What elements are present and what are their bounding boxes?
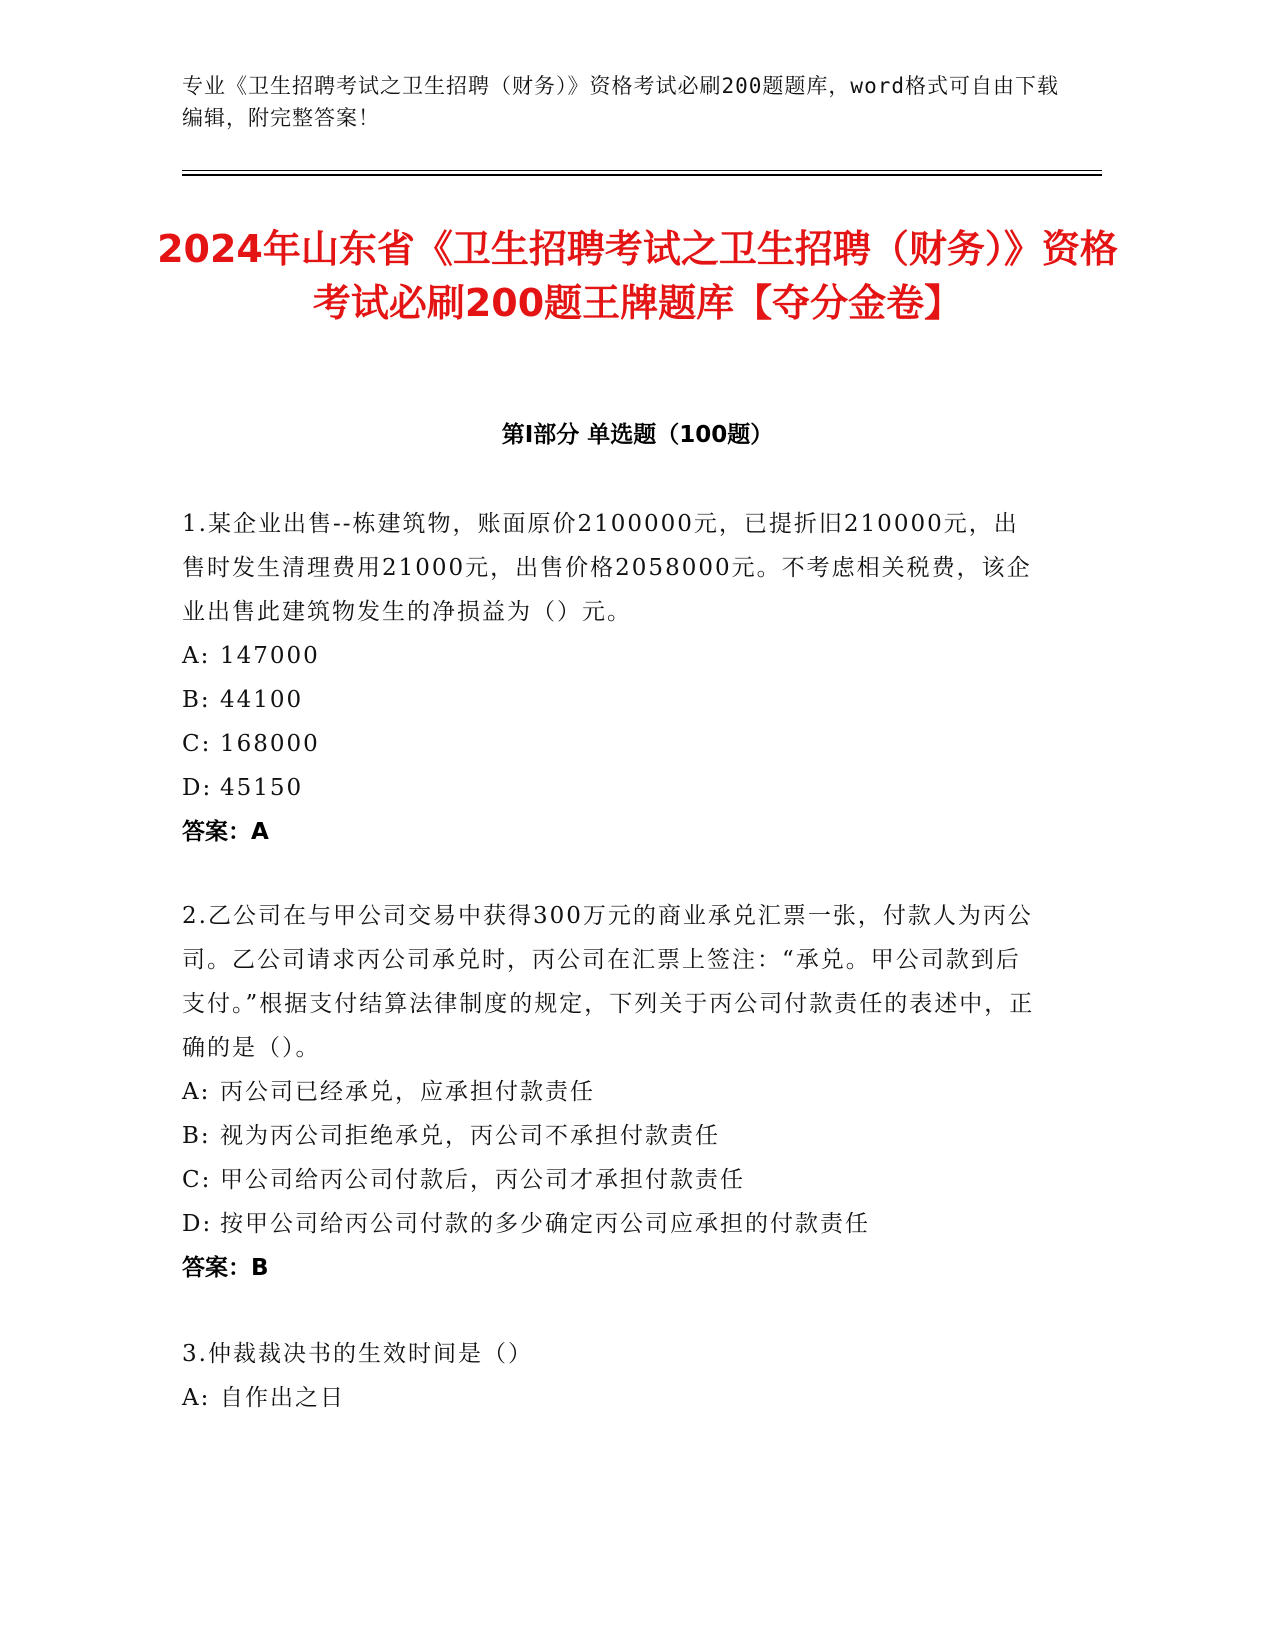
- question-3: [182, 1332, 1042, 1420]
- document-title: 2024年山东省《卫生招聘考试之卫生招聘（财务）》资格考试必刷200题王牌题库【夺分金卷】: [157, 227, 1118, 325]
- option-letter: A:: [182, 1079, 211, 1105]
- answer-line: 答案：B: [182, 1255, 269, 1281]
- answer-line: 答案：A: [182, 819, 269, 845]
- header-note: 专业《卫生招聘考试之卫生招聘（财务）》资格考试必刷200题题库，word格式可自由下载编辑，附完整答案！: [182, 74, 1059, 130]
- option-b: [182, 678, 1042, 722]
- option-letter: B:: [182, 687, 211, 713]
- option-d: [182, 766, 1042, 810]
- option-b: [182, 1114, 1042, 1158]
- question-2: [182, 894, 1042, 1290]
- option-text: 147000: [220, 643, 320, 669]
- option-text: 168000: [220, 731, 320, 757]
- option-a: [182, 634, 1042, 678]
- option-letter: B:: [182, 1123, 211, 1149]
- header-rule-thin: [182, 170, 1102, 171]
- option-letter: C:: [182, 1167, 212, 1193]
- option-text: 45150: [220, 775, 304, 801]
- question-1: [182, 502, 1042, 854]
- option-letter: D:: [182, 775, 213, 801]
- header-rule-thick: [182, 174, 1102, 176]
- option-letter: A:: [182, 1385, 211, 1411]
- option-a: [182, 1376, 1042, 1420]
- option-text: 甲公司给丙公司付款后，丙公司才承担付款责任: [220, 1167, 745, 1193]
- question-stem: 1.某企业出售--栋建筑物，账面原价2100000元，已提折旧210000元，出售时发生清理费用21000元，出售价格2058000元。不考虑相关税费，该企业出售此建筑物发生的净损益为（）元。: [182, 511, 1032, 625]
- question-stem: 2.乙公司在与甲公司交易中获得300万元的商业承兑汇票一张，付款人为丙公司。乙公司请求丙公司承兑时，丙公司在汇票上签注：“承兑。甲公司款到后支付。”根据支付结算法律制度的规定，下列关于丙公司付款责任的表述中，正确的是（）。: [182, 903, 1035, 1061]
- option-letter: A:: [182, 643, 211, 669]
- option-text: 按甲公司给丙公司付款的多少确定丙公司应承担的付款责任: [220, 1211, 870, 1237]
- option-c: [182, 722, 1042, 766]
- option-text: 视为丙公司拒绝承兑，丙公司不承担付款责任: [220, 1123, 720, 1149]
- option-text: 44100: [220, 687, 304, 713]
- option-letter: D:: [182, 1211, 213, 1237]
- question-stem: 3.仲裁裁决书的生效时间是（）: [182, 1341, 533, 1367]
- option-text: 自作出之日: [220, 1385, 345, 1411]
- option-c: [182, 1158, 1042, 1202]
- section-title: 第Ⅰ部分 单选题（100题）: [501, 422, 774, 448]
- option-d: [182, 1202, 1042, 1246]
- option-a: [182, 1070, 1042, 1114]
- option-letter: C:: [182, 731, 212, 757]
- option-text: 丙公司已经承兑，应承担付款责任: [220, 1079, 595, 1105]
